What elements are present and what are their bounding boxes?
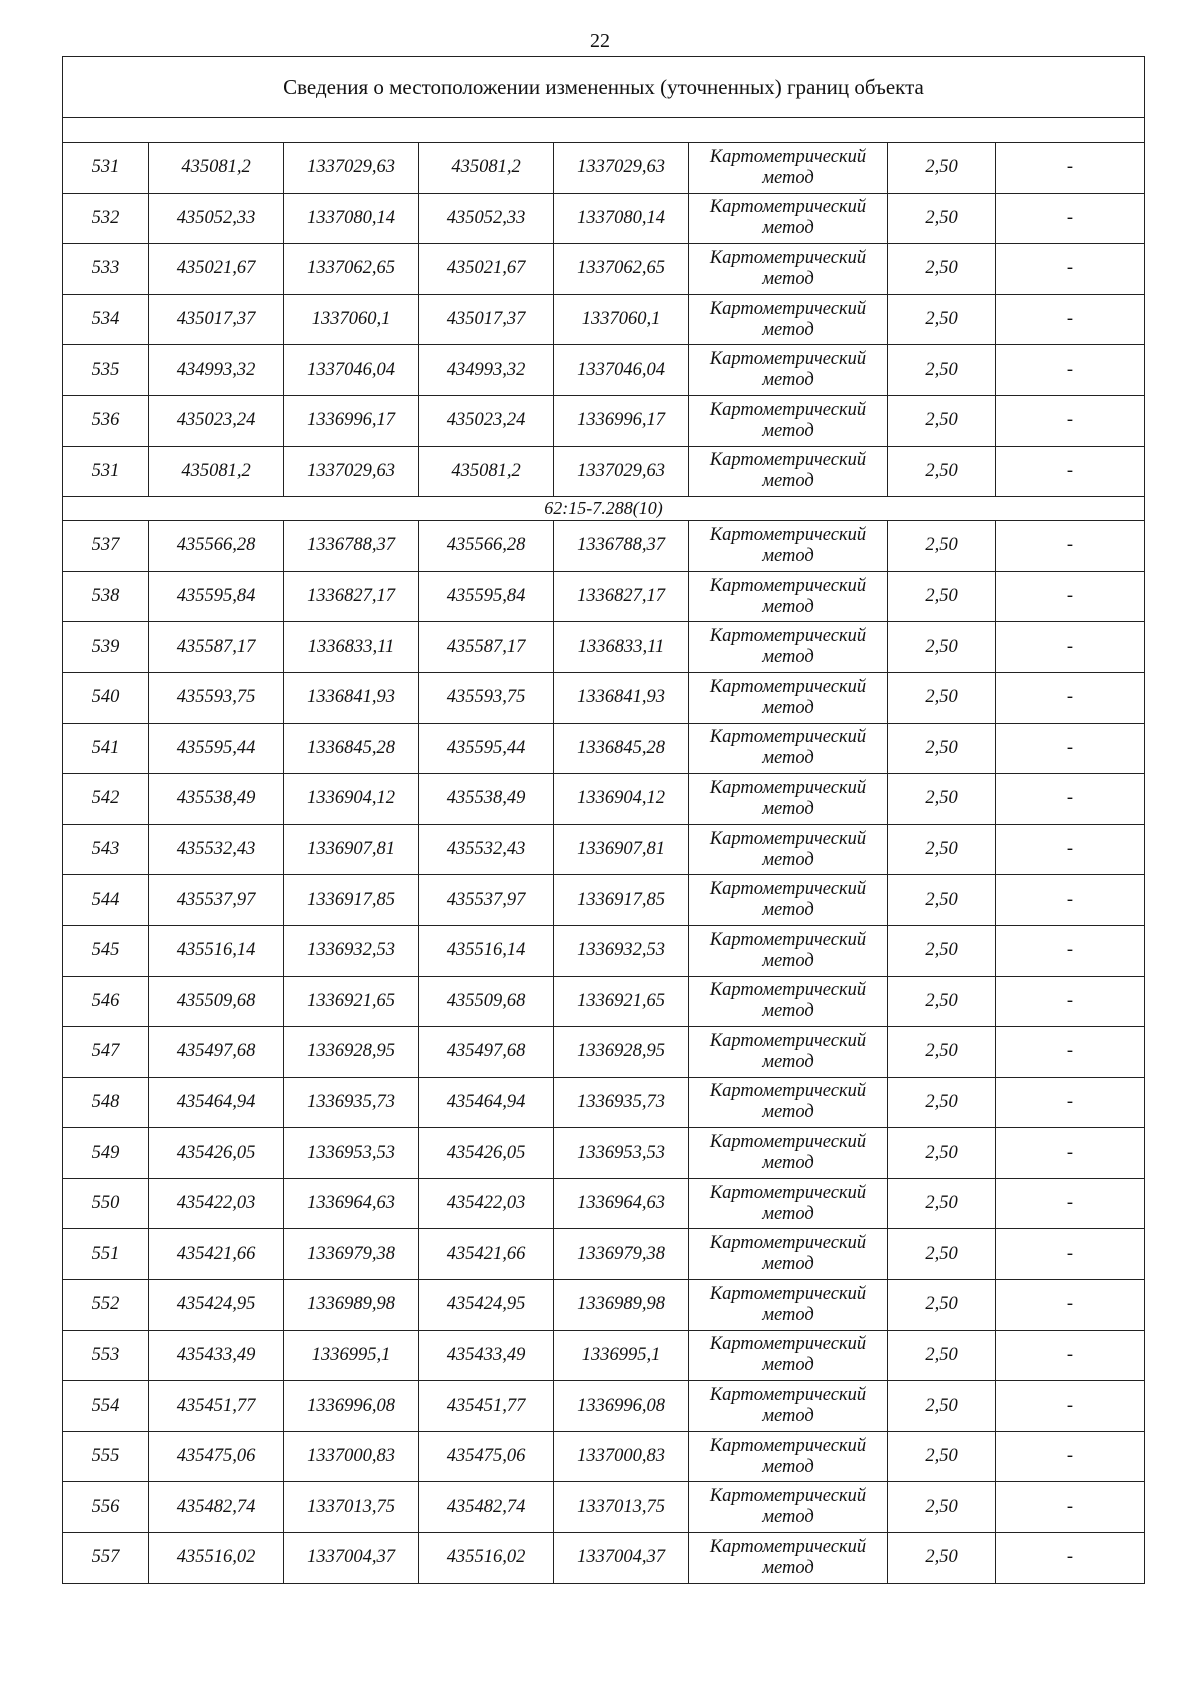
accuracy-cell: 2,50 xyxy=(888,1178,996,1229)
x-old-cell: 435421,66 xyxy=(149,1229,284,1280)
y-old-cell: 1336833,11 xyxy=(284,622,419,673)
point-number-cell: 537 xyxy=(63,521,149,572)
y-old-cell: 1336996,08 xyxy=(284,1381,419,1432)
y-old-cell: 1337029,63 xyxy=(284,143,419,194)
method-cell: Картометрический метод xyxy=(689,294,888,345)
table-row xyxy=(63,1077,1145,1128)
accuracy-cell: 2,50 xyxy=(888,1533,996,1584)
note-cell: - xyxy=(996,1431,1145,1482)
note-cell: - xyxy=(996,571,1145,622)
y-new-cell: 1336788,37 xyxy=(554,521,689,572)
point-number-cell: 539 xyxy=(63,622,149,673)
y-new-cell: 1336953,53 xyxy=(554,1128,689,1179)
x-old-cell: 435081,2 xyxy=(149,446,284,497)
y-new-cell: 1336917,85 xyxy=(554,875,689,926)
y-new-cell: 1336827,17 xyxy=(554,571,689,622)
accuracy-cell: 2,50 xyxy=(888,1280,996,1331)
table-row xyxy=(63,571,1145,622)
table-row xyxy=(63,622,1145,673)
x-new-cell: 435566,28 xyxy=(419,521,554,572)
accuracy-cell: 2,50 xyxy=(888,824,996,875)
note-cell: - xyxy=(996,1381,1145,1432)
table-row xyxy=(63,1229,1145,1280)
note-cell: - xyxy=(996,1330,1145,1381)
x-new-cell: 435422,03 xyxy=(419,1178,554,1229)
accuracy-cell: 2,50 xyxy=(888,193,996,244)
y-new-cell: 1337080,14 xyxy=(554,193,689,244)
point-number-cell: 544 xyxy=(63,875,149,926)
x-old-cell: 435595,84 xyxy=(149,571,284,622)
note-cell: - xyxy=(996,395,1145,446)
table-body xyxy=(63,57,1145,1584)
method-cell: Картометрический метод xyxy=(689,1330,888,1381)
section-label: 62:15-7.288(10) xyxy=(63,497,1145,521)
table-title: Сведения о местоположении измененных (уточненных) границ объекта xyxy=(63,57,1145,118)
x-new-cell: 435451,77 xyxy=(419,1381,554,1432)
y-old-cell: 1336953,53 xyxy=(284,1128,419,1179)
x-old-cell: 435516,14 xyxy=(149,925,284,976)
x-old-cell: 435021,67 xyxy=(149,244,284,295)
y-new-cell: 1336833,11 xyxy=(554,622,689,673)
table-row xyxy=(63,193,1145,244)
x-new-cell: 435595,84 xyxy=(419,571,554,622)
accuracy-cell: 2,50 xyxy=(888,395,996,446)
accuracy-cell: 2,50 xyxy=(888,345,996,396)
method-cell: Картометрический метод xyxy=(689,345,888,396)
y-new-cell: 1336964,63 xyxy=(554,1178,689,1229)
y-new-cell: 1337060,1 xyxy=(554,294,689,345)
y-new-cell: 1336935,73 xyxy=(554,1077,689,1128)
note-cell: - xyxy=(996,1077,1145,1128)
note-cell: - xyxy=(996,521,1145,572)
y-old-cell: 1336904,12 xyxy=(284,774,419,825)
note-cell: - xyxy=(996,193,1145,244)
coordinates-document xyxy=(62,56,1144,1584)
y-new-cell: 1336841,93 xyxy=(554,672,689,723)
accuracy-cell: 2,50 xyxy=(888,1381,996,1432)
x-old-cell: 435587,17 xyxy=(149,622,284,673)
x-new-cell: 435081,2 xyxy=(419,143,554,194)
accuracy-cell: 2,50 xyxy=(888,672,996,723)
point-number-cell: 531 xyxy=(63,446,149,497)
method-cell: Картометрический метод xyxy=(689,723,888,774)
note-cell: - xyxy=(996,774,1145,825)
method-cell: Картометрический метод xyxy=(689,1533,888,1584)
x-new-cell: 435587,17 xyxy=(419,622,554,673)
y-old-cell: 1336995,1 xyxy=(284,1330,419,1381)
x-new-cell: 435426,05 xyxy=(419,1128,554,1179)
x-new-cell: 435595,44 xyxy=(419,723,554,774)
table-row xyxy=(63,824,1145,875)
table-row xyxy=(63,976,1145,1027)
y-old-cell: 1336917,85 xyxy=(284,875,419,926)
y-old-cell: 1337062,65 xyxy=(284,244,419,295)
y-new-cell: 1337000,83 xyxy=(554,1431,689,1482)
y-new-cell: 1337013,75 xyxy=(554,1482,689,1533)
y-old-cell: 1336921,65 xyxy=(284,976,419,1027)
method-cell: Картометрический метод xyxy=(689,1027,888,1078)
point-number-cell: 541 xyxy=(63,723,149,774)
x-old-cell: 435017,37 xyxy=(149,294,284,345)
accuracy-cell: 2,50 xyxy=(888,244,996,295)
table-row xyxy=(63,1533,1145,1584)
y-old-cell: 1337013,75 xyxy=(284,1482,419,1533)
method-cell: Картометрический метод xyxy=(689,193,888,244)
x-old-cell: 435516,02 xyxy=(149,1533,284,1584)
method-cell: Картометрический метод xyxy=(689,1077,888,1128)
table-row xyxy=(63,521,1145,572)
y-old-cell: 1336935,73 xyxy=(284,1077,419,1128)
point-number-cell: 536 xyxy=(63,395,149,446)
method-cell: Картометрический метод xyxy=(689,976,888,1027)
note-cell: - xyxy=(996,622,1145,673)
y-new-cell: 1337029,63 xyxy=(554,143,689,194)
note-cell: - xyxy=(996,824,1145,875)
y-old-cell: 1336964,63 xyxy=(284,1178,419,1229)
x-new-cell: 435017,37 xyxy=(419,294,554,345)
table-row xyxy=(63,1128,1145,1179)
y-old-cell: 1337000,83 xyxy=(284,1431,419,1482)
y-old-cell: 1336841,93 xyxy=(284,672,419,723)
blank-cell xyxy=(63,118,1145,143)
y-old-cell: 1336979,38 xyxy=(284,1229,419,1280)
y-old-cell: 1336907,81 xyxy=(284,824,419,875)
y-old-cell: 1336845,28 xyxy=(284,723,419,774)
note-cell: - xyxy=(996,446,1145,497)
table-row xyxy=(63,1381,1145,1432)
note-cell: - xyxy=(996,1280,1145,1331)
accuracy-cell: 2,50 xyxy=(888,976,996,1027)
accuracy-cell: 2,50 xyxy=(888,1229,996,1280)
x-new-cell: 435424,95 xyxy=(419,1280,554,1331)
y-new-cell: 1336932,53 xyxy=(554,925,689,976)
x-old-cell: 435464,94 xyxy=(149,1077,284,1128)
y-new-cell: 1337029,63 xyxy=(554,446,689,497)
x-old-cell: 435023,24 xyxy=(149,395,284,446)
y-old-cell: 1336788,37 xyxy=(284,521,419,572)
accuracy-cell: 2,50 xyxy=(888,1128,996,1179)
x-old-cell: 435424,95 xyxy=(149,1280,284,1331)
note-cell: - xyxy=(996,1229,1145,1280)
x-old-cell: 435509,68 xyxy=(149,976,284,1027)
x-new-cell: 435482,74 xyxy=(419,1482,554,1533)
y-old-cell: 1336827,17 xyxy=(284,571,419,622)
note-cell: - xyxy=(996,1027,1145,1078)
method-cell: Картометрический метод xyxy=(689,1229,888,1280)
point-number-cell: 557 xyxy=(63,1533,149,1584)
x-old-cell: 435475,06 xyxy=(149,1431,284,1482)
y-new-cell: 1337062,65 xyxy=(554,244,689,295)
accuracy-cell: 2,50 xyxy=(888,1431,996,1482)
x-new-cell: 435516,02 xyxy=(419,1533,554,1584)
y-new-cell: 1337046,04 xyxy=(554,345,689,396)
y-new-cell: 1336928,95 xyxy=(554,1027,689,1078)
y-old-cell: 1337004,37 xyxy=(284,1533,419,1584)
x-old-cell: 435538,49 xyxy=(149,774,284,825)
accuracy-cell: 2,50 xyxy=(888,875,996,926)
note-cell: - xyxy=(996,1128,1145,1179)
x-new-cell: 435433,49 xyxy=(419,1330,554,1381)
x-new-cell: 435081,2 xyxy=(419,446,554,497)
note-cell: - xyxy=(996,244,1145,295)
point-number-cell: 546 xyxy=(63,976,149,1027)
x-new-cell: 435516,14 xyxy=(419,925,554,976)
point-number-cell: 533 xyxy=(63,244,149,295)
method-cell: Картометрический метод xyxy=(689,1431,888,1482)
point-number-cell: 532 xyxy=(63,193,149,244)
x-old-cell: 435482,74 xyxy=(149,1482,284,1533)
method-cell: Картометрический метод xyxy=(689,395,888,446)
point-number-cell: 543 xyxy=(63,824,149,875)
point-number-cell: 545 xyxy=(63,925,149,976)
x-new-cell: 435464,94 xyxy=(419,1077,554,1128)
title-row xyxy=(63,57,1145,118)
table-row xyxy=(63,294,1145,345)
x-old-cell: 435081,2 xyxy=(149,143,284,194)
y-old-cell: 1336996,17 xyxy=(284,395,419,446)
y-new-cell: 1336995,1 xyxy=(554,1330,689,1381)
x-new-cell: 435497,68 xyxy=(419,1027,554,1078)
note-cell: - xyxy=(996,1178,1145,1229)
method-cell: Картометрический метод xyxy=(689,774,888,825)
y-new-cell: 1336845,28 xyxy=(554,723,689,774)
x-new-cell: 435593,75 xyxy=(419,672,554,723)
method-cell: Картометрический метод xyxy=(689,824,888,875)
x-old-cell: 435595,44 xyxy=(149,723,284,774)
y-new-cell: 1336996,17 xyxy=(554,395,689,446)
method-cell: Картометрический метод xyxy=(689,875,888,926)
accuracy-cell: 2,50 xyxy=(888,723,996,774)
note-cell: - xyxy=(996,143,1145,194)
accuracy-cell: 2,50 xyxy=(888,143,996,194)
x-new-cell: 435475,06 xyxy=(419,1431,554,1482)
x-new-cell: 435021,67 xyxy=(419,244,554,295)
note-cell: - xyxy=(996,925,1145,976)
accuracy-cell: 2,50 xyxy=(888,446,996,497)
y-new-cell: 1336996,08 xyxy=(554,1381,689,1432)
x-old-cell: 435052,33 xyxy=(149,193,284,244)
y-new-cell: 1336921,65 xyxy=(554,976,689,1027)
point-number-cell: 538 xyxy=(63,571,149,622)
coordinates-table xyxy=(62,56,1145,1584)
x-old-cell: 435532,43 xyxy=(149,824,284,875)
accuracy-cell: 2,50 xyxy=(888,1027,996,1078)
x-old-cell: 435593,75 xyxy=(149,672,284,723)
x-new-cell: 435052,33 xyxy=(419,193,554,244)
y-old-cell: 1336928,95 xyxy=(284,1027,419,1078)
section-row xyxy=(63,497,1145,521)
x-old-cell: 435451,77 xyxy=(149,1381,284,1432)
point-number-cell: 549 xyxy=(63,1128,149,1179)
point-number-cell: 547 xyxy=(63,1027,149,1078)
accuracy-cell: 2,50 xyxy=(888,925,996,976)
table-row xyxy=(63,1178,1145,1229)
point-number-cell: 531 xyxy=(63,143,149,194)
method-cell: Картометрический метод xyxy=(689,672,888,723)
x-old-cell: 435566,28 xyxy=(149,521,284,572)
y-old-cell: 1337080,14 xyxy=(284,193,419,244)
method-cell: Картометрический метод xyxy=(689,446,888,497)
table-row xyxy=(63,143,1145,194)
method-cell: Картометрический метод xyxy=(689,622,888,673)
table-row xyxy=(63,395,1145,446)
x-new-cell: 435023,24 xyxy=(419,395,554,446)
blank-row xyxy=(63,118,1145,143)
x-old-cell: 435537,97 xyxy=(149,875,284,926)
table-row xyxy=(63,244,1145,295)
table-row xyxy=(63,446,1145,497)
accuracy-cell: 2,50 xyxy=(888,571,996,622)
table-row xyxy=(63,345,1145,396)
table-row xyxy=(63,1027,1145,1078)
y-old-cell: 1337029,63 xyxy=(284,446,419,497)
y-old-cell: 1336932,53 xyxy=(284,925,419,976)
accuracy-cell: 2,50 xyxy=(888,774,996,825)
table-row xyxy=(63,925,1145,976)
method-cell: Картометрический метод xyxy=(689,571,888,622)
note-cell: - xyxy=(996,976,1145,1027)
table-row xyxy=(63,1431,1145,1482)
y-new-cell: 1336979,38 xyxy=(554,1229,689,1280)
method-cell: Картометрический метод xyxy=(689,925,888,976)
method-cell: Картометрический метод xyxy=(689,1280,888,1331)
accuracy-cell: 2,50 xyxy=(888,1482,996,1533)
point-number-cell: 551 xyxy=(63,1229,149,1280)
note-cell: - xyxy=(996,1533,1145,1584)
point-number-cell: 554 xyxy=(63,1381,149,1432)
y-old-cell: 1337046,04 xyxy=(284,345,419,396)
accuracy-cell: 2,50 xyxy=(888,521,996,572)
y-new-cell: 1336904,12 xyxy=(554,774,689,825)
x-new-cell: 435537,97 xyxy=(419,875,554,926)
method-cell: Картометрический метод xyxy=(689,143,888,194)
method-cell: Картометрический метод xyxy=(689,1381,888,1432)
point-number-cell: 553 xyxy=(63,1330,149,1381)
table-row xyxy=(63,1330,1145,1381)
x-new-cell: 435421,66 xyxy=(419,1229,554,1280)
note-cell: - xyxy=(996,294,1145,345)
point-number-cell: 542 xyxy=(63,774,149,825)
x-old-cell: 435422,03 xyxy=(149,1178,284,1229)
y-old-cell: 1337060,1 xyxy=(284,294,419,345)
table-row xyxy=(63,1280,1145,1331)
point-number-cell: 556 xyxy=(63,1482,149,1533)
note-cell: - xyxy=(996,1482,1145,1533)
table-row xyxy=(63,672,1145,723)
y-new-cell: 1336989,98 xyxy=(554,1280,689,1331)
x-new-cell: 434993,32 xyxy=(419,345,554,396)
y-new-cell: 1337004,37 xyxy=(554,1533,689,1584)
point-number-cell: 552 xyxy=(63,1280,149,1331)
note-cell: - xyxy=(996,672,1145,723)
method-cell: Картометрический метод xyxy=(689,1178,888,1229)
x-old-cell: 435426,05 xyxy=(149,1128,284,1179)
y-new-cell: 1336907,81 xyxy=(554,824,689,875)
table-row xyxy=(63,875,1145,926)
note-cell: - xyxy=(996,875,1145,926)
note-cell: - xyxy=(996,723,1145,774)
accuracy-cell: 2,50 xyxy=(888,1330,996,1381)
table-row xyxy=(63,1482,1145,1533)
page-number: 22 xyxy=(590,30,610,52)
x-new-cell: 435532,43 xyxy=(419,824,554,875)
x-new-cell: 435509,68 xyxy=(419,976,554,1027)
x-old-cell: 434993,32 xyxy=(149,345,284,396)
point-number-cell: 548 xyxy=(63,1077,149,1128)
method-cell: Картометрический метод xyxy=(689,521,888,572)
method-cell: Картометрический метод xyxy=(689,1128,888,1179)
point-number-cell: 535 xyxy=(63,345,149,396)
point-number-cell: 534 xyxy=(63,294,149,345)
point-number-cell: 550 xyxy=(63,1178,149,1229)
table-row xyxy=(63,723,1145,774)
note-cell: - xyxy=(996,345,1145,396)
point-number-cell: 555 xyxy=(63,1431,149,1482)
y-old-cell: 1336989,98 xyxy=(284,1280,419,1331)
accuracy-cell: 2,50 xyxy=(888,294,996,345)
accuracy-cell: 2,50 xyxy=(888,622,996,673)
point-number-cell: 540 xyxy=(63,672,149,723)
method-cell: Картометрический метод xyxy=(689,1482,888,1533)
table-row xyxy=(63,774,1145,825)
accuracy-cell: 2,50 xyxy=(888,1077,996,1128)
x-new-cell: 435538,49 xyxy=(419,774,554,825)
x-old-cell: 435433,49 xyxy=(149,1330,284,1381)
x-old-cell: 435497,68 xyxy=(149,1027,284,1078)
method-cell: Картометрический метод xyxy=(689,244,888,295)
